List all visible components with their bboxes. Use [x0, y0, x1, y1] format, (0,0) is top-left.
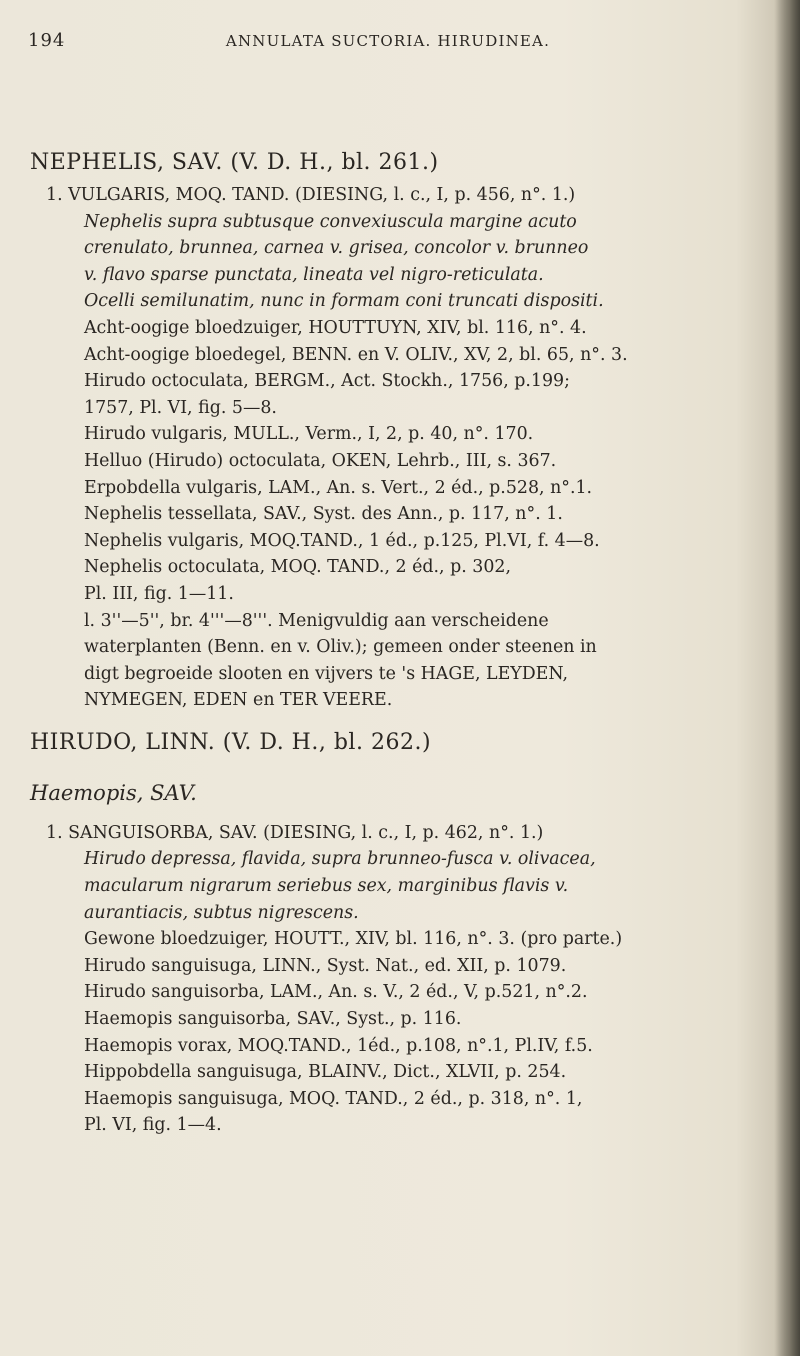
- running-title: ANNULATA SUCTORIA. HIRUDINEA.: [225, 32, 551, 50]
- page-number: 194: [28, 30, 66, 51]
- synonym-line: Hippobdella sanguisuga, BLAINV., Dict., XLVII, p. 254.: [84, 1062, 567, 1083]
- diagnosis-line: v. flavo sparse punctata, lineata vel nigro-reticulata.: [84, 264, 544, 285]
- page-header: [28, 30, 748, 62]
- synonym-line: Haemopis sanguisuga, MOQ. TAND., 2 éd., p. 318, n°. 1,: [84, 1088, 583, 1109]
- page-edge-shadow: [774, 0, 800, 1356]
- synonym-line: Haemopis sanguisorba, SAV., Syst., p. 116.: [84, 1009, 462, 1030]
- synonym-line: Helluo (Hirudo) octoculata, OKEN, Lehrb., III, s. 367.: [84, 450, 557, 471]
- synonym-line: Hirudo vulgaris, MULL., Verm., I, 2, p. 40, n°. 170.: [84, 424, 534, 445]
- synonym-line: Gewone bloedzuiger, HOUTT., XIV, bl. 116, n°. 3. (pro parte.): [84, 929, 623, 950]
- subgenus-heading-haemopis: Haemopis, SAV.: [30, 780, 197, 805]
- genus-heading-nephelis: NEPHELIS, SAV. (V. D. H., bl. 261.): [30, 150, 439, 175]
- page-content: [30, 148, 740, 1139]
- genus-heading-hirudo: HIRUDO, LINN. (V. D. H., bl. 262.): [30, 729, 432, 755]
- diagnosis-line: crenulato, brunnea, carnea v. grisea, concolor v. brunneo: [84, 238, 589, 259]
- diagnosis-line: Ocelli semilunatim, nunc in formam coni truncati dispositi.: [84, 291, 604, 312]
- locality-line: l. 3''—5'', br. 4'''—8'''. Menigvuldig aan verscheidene: [84, 610, 549, 631]
- synonym-line: Haemopis vorax, MOQ.TAND., 1éd., p.108, n°.1, Pl.IV, f.5.: [84, 1035, 593, 1056]
- locality-line: digt begroeide slooten en vijvers te 's HAGE, LEYDEN,: [84, 663, 569, 684]
- diagnosis-line: Hirudo depressa, flavida, supra brunneo-fusca v. olivacea,: [84, 849, 596, 870]
- species-entry-vulgaris: [46, 182, 740, 714]
- species-heading: 1. SANGUISORBA, SAV. (DIESING, l. c., I, p. 462, n°. 1.): [46, 822, 544, 843]
- synonym-line: Hirudo octoculata, BERGM., Act. Stockh., 1756, p.199;: [84, 371, 570, 392]
- synonym-line: Hirudo sanguisuga, LINN., Syst. Nat., ed. XII, p. 1079.: [84, 955, 567, 976]
- diagnosis-line: Nephelis supra subtusque convexiuscula margine acuto: [84, 211, 577, 232]
- synonym-line: Nephelis octoculata, MOQ. TAND., 2 éd., p. 302,: [84, 557, 512, 578]
- spacer: [30, 714, 740, 728]
- species-entry-sanguisorba: [46, 820, 740, 1139]
- synonym-line: Acht-oogige bloedegel, BENN. en V. OLIV., XV, 2, bl. 65, n°. 3.: [84, 344, 628, 365]
- synonym-line: Pl. III, fig. 1—11.: [84, 583, 234, 604]
- locality-line: waterplanten (Benn. en v. Oliv.); gemeen onder steenen in: [84, 637, 597, 658]
- synonym-line: Pl. VI, fig. 1—4.: [84, 1115, 222, 1136]
- species-heading: 1. VULGARIS, MOQ. TAND. (DIESING, l. c., I, p. 456, n°. 1.): [46, 185, 576, 205]
- synonym-line: Hirudo sanguisorba, LAM., An. s. V., 2 éd., V, p.521, n°.2.: [84, 982, 588, 1003]
- diagnosis-line: macularum nigrarum seriebus sex, marginibus flavis v.: [84, 876, 569, 897]
- locality-line: NYMEGEN, EDEN en TER VEERE.: [84, 690, 393, 711]
- synonym-line: 1757, Pl. VI, fig. 5—8.: [84, 397, 277, 418]
- synonym-line: Nephelis tessellata, SAV., Syst. des Ann., p. 117, n°. 1.: [84, 504, 563, 525]
- synonym-line: Acht-oogige bloedzuiger, HOUTTUYN, XIV, bl. 116, n°. 4.: [84, 317, 587, 338]
- synonym-line: Nephelis vulgaris, MOQ.TAND., 1 éd., p.125, Pl.VI, f. 4—8.: [84, 530, 600, 551]
- synonym-line: Erpobdella vulgaris, LAM., An. s. Vert., 2 éd., p.528, n°.1.: [84, 477, 593, 498]
- diagnosis-line: aurantiacis, subtus nigrescens.: [84, 902, 359, 923]
